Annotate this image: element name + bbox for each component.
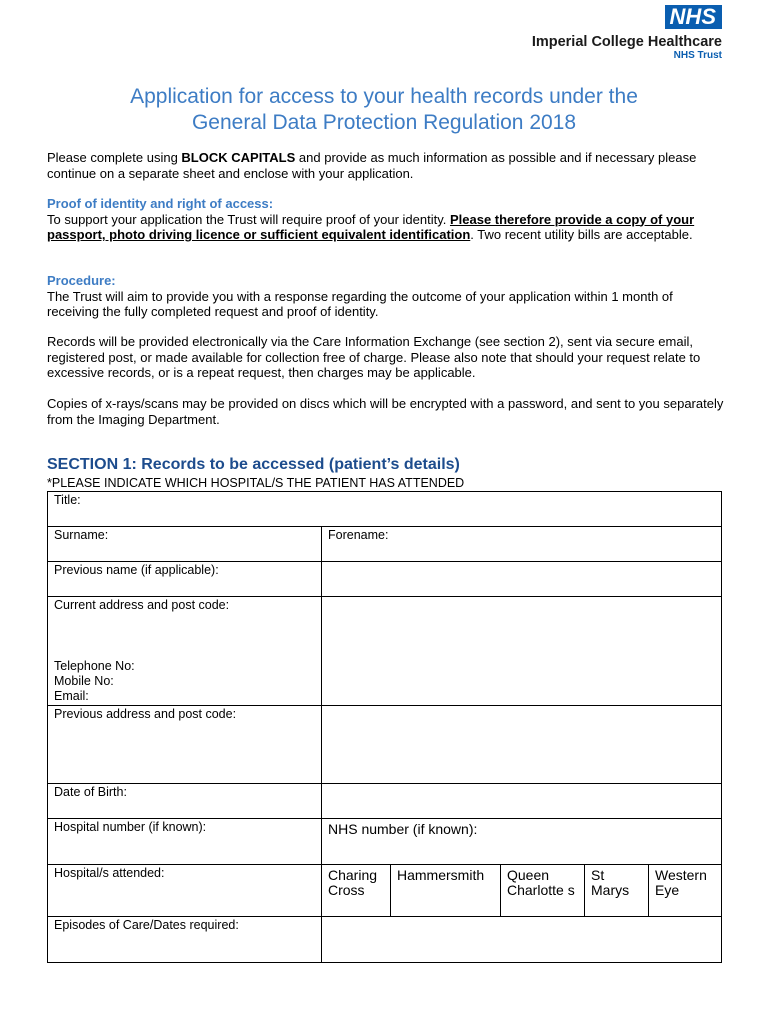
nhs-logo-mark: NHS (665, 5, 722, 29)
procedure-section (47, 273, 727, 320)
episodes-label-cell (48, 917, 322, 963)
hospitals-attended-label-cell (48, 865, 322, 917)
previous-name-label-cell (48, 562, 322, 597)
title-line-2: General Data Protection Regulation 2018 (191, 111, 577, 134)
patient-details-table (47, 491, 722, 963)
procedure-heading: Procedure: (47, 273, 116, 288)
procedure-paragraph-3: Copies of x-rays/scans may be provided on discs which will be encrypted with a password, and sent to you separately from the Imaging Department. (47, 396, 724, 427)
dob-label: Date of Birth: (54, 785, 127, 799)
proof-text-bold: Please therefore provide a copy of your passport, photo driving licence or sufficient equivalent identification (47, 211, 695, 242)
nhs-number-label: NHS number (if known): (328, 821, 478, 837)
previous-address-label: Previous address and post code: (54, 707, 237, 721)
email-label: Email: (54, 689, 89, 703)
nhs-trust-logo (532, 5, 722, 62)
nhs-number-field[interactable] (322, 819, 722, 865)
hospital-option-charing-cross[interactable]: Charing Cross (322, 865, 391, 917)
hospitals-attended-label: Hospital/s attended: (54, 866, 165, 880)
title-field[interactable] (48, 492, 722, 527)
page-title (0, 84, 768, 136)
mobile-label: Mobile No: (54, 674, 114, 688)
hospital-option-st-marys[interactable]: St Marys (585, 865, 649, 917)
forename-field[interactable] (322, 527, 722, 562)
previous-name-label: Previous name (if applicable): (54, 563, 219, 577)
previous-name-field[interactable] (322, 562, 722, 597)
episodes-field[interactable] (322, 917, 722, 963)
section-1-heading: SECTION 1: Records to be accessed (patient’s details) (47, 456, 460, 473)
title-line-1: Application for access to your health records under the (130, 85, 638, 108)
title-label: Title: (54, 493, 81, 507)
hospital-option-queen-charlottes[interactable]: Queen Charlotte s (501, 865, 585, 917)
intro-text-post: and provide as much information as possible and if necessary please continue on a separate sheet and enclose with your application. (47, 150, 697, 181)
proof-section (47, 196, 727, 243)
intro-text-pre: Please complete using (47, 150, 182, 165)
hospital-number-field[interactable] (48, 819, 322, 865)
organisation-name: Imperial College Healthcare (531, 34, 722, 50)
hospital-note: *PLEASE INDICATE WHICH HOSPITAL/S THE PATIENT HAS ATTENDED (47, 476, 465, 490)
procedure-paragraph-1: The Trust will aim to provide you with a response regarding the outcome of your application within 1 month of receiving the fully completed request and proof of identity. (47, 288, 673, 319)
current-address-field[interactable] (322, 597, 722, 706)
hospital-option-hammersmith[interactable]: Hammersmith (391, 865, 501, 917)
proof-heading: Proof of identity and right of access: (47, 196, 274, 211)
dob-field[interactable] (322, 784, 722, 819)
current-address-label-cell (48, 597, 322, 706)
current-address-label: Current address and post code: (54, 598, 230, 612)
hospital-number-label: Hospital number (if known): (54, 820, 207, 834)
surname-label: Surname: (54, 528, 109, 542)
episodes-label: Episodes of Care/Dates required: (54, 918, 239, 932)
previous-address-field[interactable] (322, 706, 722, 784)
proof-text-post: . Two recent utility bills are acceptable. (470, 227, 693, 242)
procedure-paragraph-2: Records will be provided electronically via the Care Information Exchange (see section 2), sent via secure email, registered post, or made available for collection free of charge. Please also note that should your request relate to excessive records, or is a repeat request, then charges may be applicable. (47, 334, 701, 380)
dob-label-cell (48, 784, 322, 819)
previous-address-label-cell (48, 706, 322, 784)
proof-text-pre: To support your application the Trust will require proof of your identity. (47, 211, 450, 227)
proof-paragraph (47, 212, 727, 243)
intro-text-bold: BLOCK CAPITALS (181, 150, 296, 165)
hospital-option-western-eye[interactable]: Western Eye (649, 865, 722, 917)
intro-paragraph (47, 150, 727, 181)
surname-field[interactable] (48, 527, 322, 562)
organisation-trust: NHS Trust (673, 50, 722, 61)
telephone-label: Telephone No: (54, 659, 135, 673)
forename-label: Forename: (328, 528, 389, 542)
